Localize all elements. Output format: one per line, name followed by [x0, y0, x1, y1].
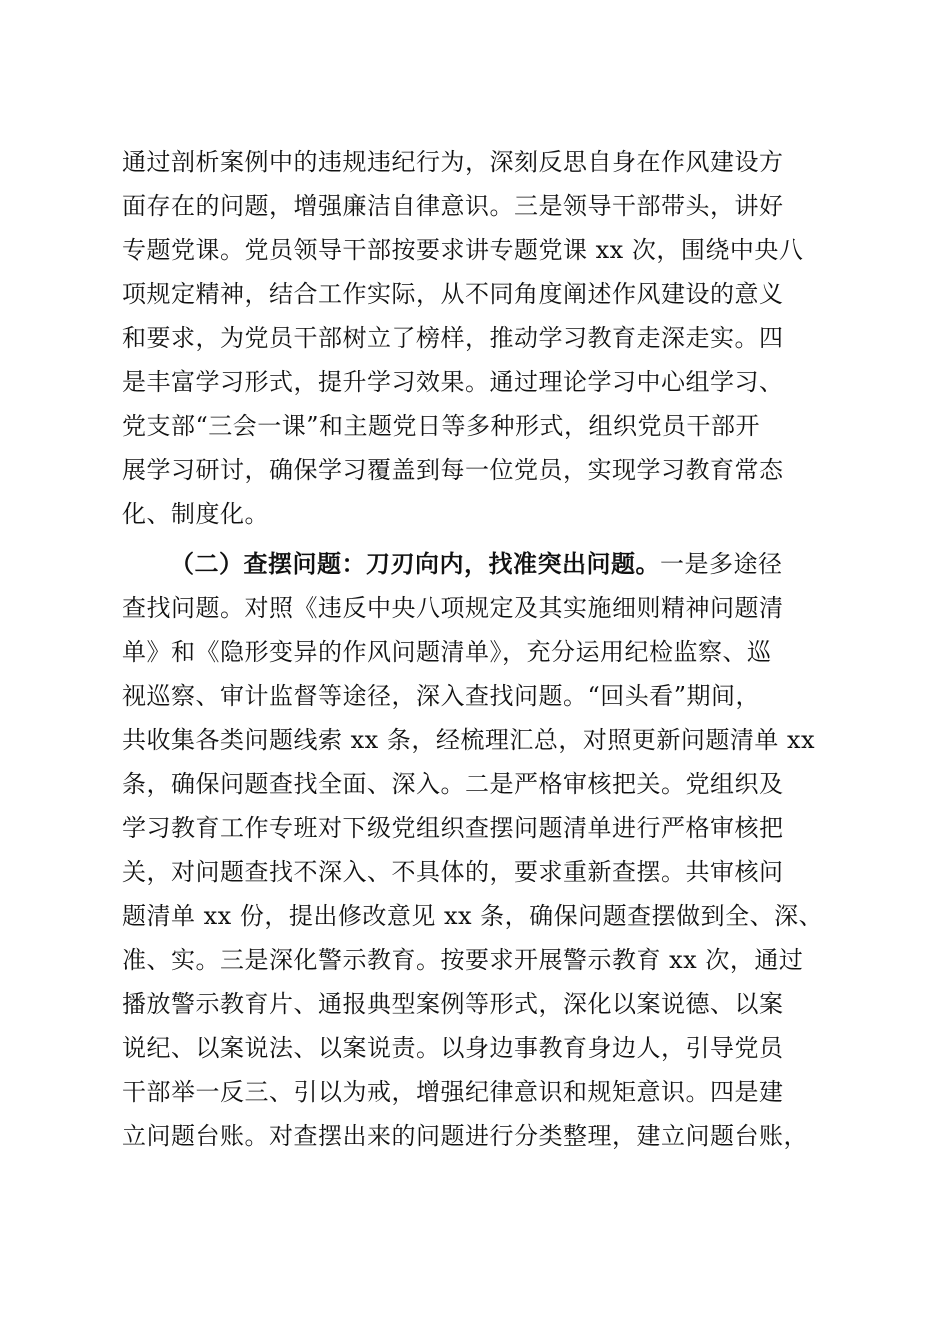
paragraph-2-line-11: 播放警示教育片、通报典型案例等形式，深化以案说德、以案	[122, 990, 784, 1018]
paragraph-2-line-3: 单》和《隐形变异的作风问题清单》，充分运用纪检监察、巡	[122, 638, 772, 666]
paragraph-2-line-2: 查找问题。对照《违反中央八项规定及其实施细则精神问题清	[122, 594, 784, 622]
paragraph-2-line-1-rest: 一是多途径	[660, 550, 783, 578]
paragraph-1-line-8: 展学习研讨，确保学习覆盖到每一位党员，实现学习教育常态	[122, 456, 784, 484]
paragraph-2-line-6: 条，确保问题查找全面、深入。二是严格审核把关。党组织及	[122, 770, 784, 798]
paragraph-2-line-1	[170, 544, 832, 584]
paragraph-1-line-3: 专题党课。党员领导干部按要求讲专题党课 xx 次，围绕中央八	[122, 236, 804, 264]
paragraph-2-line-12: 说纪、以案说法、以案说责。以身边事教育身边人，引导党员	[122, 1034, 784, 1062]
paragraph-1-line-2: 面存在的问题，增强廉洁自律意识。三是领导干部带头，讲好	[122, 192, 784, 220]
section-heading: （二）查摆问题：刀刃向内，找准突出问题。	[170, 549, 660, 578]
paragraph-2-line-9: 题清单 xx 份，提出修改意见 xx 条，确保问题查摆做到全、深、	[122, 902, 824, 930]
paragraph-2-line-14: 立问题台账。对查摆出来的问题进行分类整理，建立问题台账，	[122, 1122, 808, 1150]
paragraph-2-line-8: 关，对问题查找不深入、不具体的，要求重新查摆。共审核问	[122, 858, 784, 886]
paragraph-2-line-7: 学习教育工作专班对下级党组织查摆问题清单进行严格审核把	[122, 814, 784, 842]
paragraph-1-line-9: 化、制度化。	[122, 500, 269, 528]
paragraph-2-line-13: 干部举一反三、引以为戒，增强纪律意识和规矩意识。四是建	[122, 1078, 784, 1106]
paragraph-1-line-6: 是丰富学习形式，提升学习效果。通过理论学习中心组学习、	[122, 368, 784, 396]
paragraph-2-line-4: 视巡察、审计监督等途径，深入查找问题。“回头看”期间，	[122, 682, 761, 710]
paragraph-2-line-5: 共收集各类问题线索 xx 条，经梳理汇总，对照更新问题清单 xx	[122, 726, 816, 754]
paragraph-1-line-4: 项规定精神，结合工作实际，从不同角度阐述作风建设的意义	[122, 280, 784, 308]
paragraph-1-line-1: 通过剖析案例中的违规违纪行为，深刻反思自身在作风建设方	[122, 148, 784, 176]
paragraph-1-line-5: 和要求，为党员干部树立了榜样，推动学习教育走深走实。四	[122, 324, 784, 352]
paragraph-1-line-7: 党支部“三会一课”和主题党日等多种形式，组织党员干部开	[122, 412, 761, 440]
paragraph-2-line-10: 准、实。三是深化警示教育。按要求开展警示教育 xx 次，通过	[122, 946, 804, 974]
